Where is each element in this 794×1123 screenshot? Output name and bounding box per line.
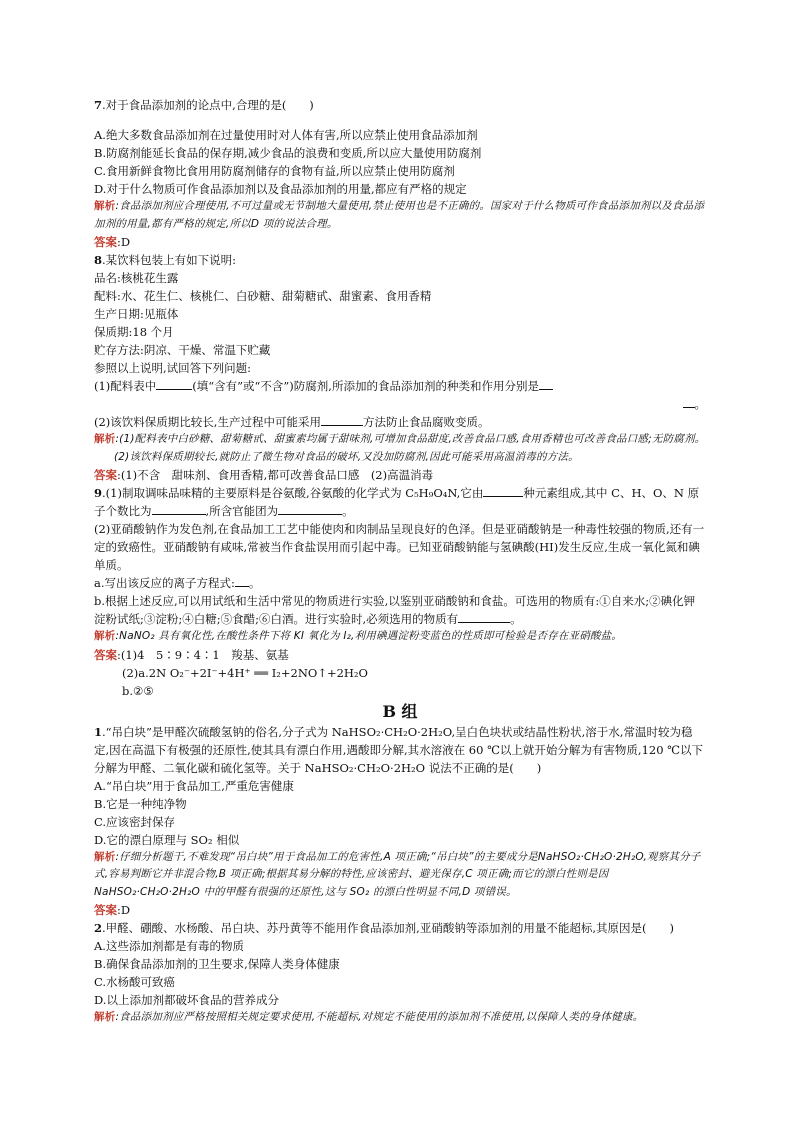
document-page [94,96,706,1027]
answer-blank [683,395,695,408]
answer-blank [156,377,192,390]
answer-blank [235,574,249,587]
q8-line: 参照以上说明,试回答下列问题: [94,361,252,375]
b1-option-d: D.它的漂白原理与 SO₂ 相似 [94,832,240,847]
b2-option-d: D.以上添加剂都破坏食品的营养成分 [94,993,279,1007]
q8-explanation: 解析:(1)配料表中白砂糖、甜菊糖甙、甜蜜素均属于甜味剂,可增加食品甜度,改善食品口感,食用香精也可改善食品口感;无防腐剂。 [94,433,706,445]
q9-part2b: b.根据上述反应,可以用试纸和生活中常见的物质进行实验,以鉴别亚硝酸钠和食盐。可选用的物质有:①自来水;②碘化钾淀粉试纸;③淀粉;④白糖;⑤食醋;⑥白酒。进行实验时,必须选用的物质有 。 [94,594,696,626]
b1-option-b: B.它是一种纯净物 [94,796,187,811]
b1-explanation: 解析:仔细分析题干,不难发现“吊白块”用于食品加工的危害性,A 项正确;“吊白块”的主要成分是NaHSO₂·CH₂O·2H₂O,观察其分子式,容易判断它并非混合物,B 项正确;根据其易分解的特性,应该密封、避光保存,C 项正确;而它的漂白性则是因 NaHSO₂·CH₂O·2H₂O 中的甲醛有很强的还原性,这与 SO₂ 的漂白性明显不同,D 项错误。 [94,850,701,898]
q8-line: 配料:水、花生仁、核桃仁、白砂糖、甜菊糖甙、甜蜜素、食用香精 [94,289,432,303]
answer-blank [483,484,523,497]
q7-option-d: D.对于什么物质可作食品添加剂以及食品添加剂的用量,都应有严格的规定 [94,182,467,196]
b2-option-a: A.这些添加剂都是有毒的物质 [94,939,244,953]
q8-line: 保质期:18 个月 [94,325,174,339]
q9-explanation: 解析:NaNO₂ 具有氧化性,在酸性条件下将 KI 氧化为 I₂,利用碘遇淀粉变蓝色的性质即可检验是否存在亚硝酸盐。 [94,630,623,642]
answer-blank [458,610,510,623]
b1-option-a: A.“吊白块”用于食品加工,严重危害健康 [94,778,294,793]
q8-sub2: (2)该饮料保质期比较长,生产过程中可能采用 方法防止食品腐败变质。 [94,415,490,429]
q9-part2: (2)亚硝酸钠作为发色剂,在食品加工工艺中能使肉和肉制品呈现良好的色泽。但是亚硝酸钠是一种毒性较强的物质,还有一定的致癌性。亚硝酸钠有咸味,常被当作食盐误用而引起中毒。已知亚硝酸钠能与氢碘酸(HI)发生反应,生成一氧化氮和碘单质。 [94,522,705,572]
q8-explanation-2: (2)该饮料保质期较长,就防止了微生物对食品的破坏,又没加防腐剂,因此可能采用高温消毒的方法。 [114,450,579,463]
q8-answer: 答案:(1)不含 甜味剂、食用香精,都可改善食品口感 (2)高温消毒 [94,468,434,482]
b1-option-c: C.应该密封保存 [94,814,176,829]
q7-answer: 答案:D [94,235,131,249]
answer-blank [278,502,342,515]
q7-option-a: A.绝大多数食品添加剂在过量使用时对人体有害,所以应禁止使用食品添加剂 [94,128,478,142]
q8-line: 生产日期:见瓶体 [94,307,179,321]
b1-answer: 答案:D [94,903,131,917]
q7-option-b: B.防腐剂能延长食品的保存期,减少食品的浪费和变质,所以应大量使用防腐剂 [94,146,482,160]
b2-option-c: C.水杨酸可致癌 [94,975,176,989]
q9-answer-2a: (2)a.2N O₂⁻+2I⁻+4H⁺ ══ I₂+2NO↑+2H₂O [122,665,368,680]
answer-blank [539,377,553,390]
q7-stem: 7.对于食品添加剂的论点中,合理的是( ) [94,98,314,112]
b1-stem: 1.“吊白块”是甲醛次硫酸氢钠的俗名,分子式为 NaHSO₂·CH₂O·2H₂O,呈白色块状或结晶性粉状,溶于水,常温时较为稳定,因在高温下有极强的还原性,使其具有漂白作用,遇酸即分解,其水溶液在 60 ℃以上就开始分解为有害物质,120 ℃以下分解为甲醛、二氧化碳和硫化氢等。关于 NaHSO₂·CH₂O·2H₂O 说法不正确的是( ) [94,724,704,775]
b2-option-b: B.确保食品添加剂的卫生要求,保障人类身体健康 [94,957,340,971]
answer-blank [321,413,363,426]
b2-stem: 2.甲醛、硼酸、水杨酸、吊白块、苏丹黄等不能用作食品添加剂,亚硝酸钠等添加剂的用量不能超标,其原因是( ) [94,921,674,935]
answer-blank [152,502,206,515]
q9-part2a: a.写出该反应的离子方程式: 。 [94,576,261,590]
section-b-heading: B 组 [382,701,418,721]
q7-option-c: C.食用新鲜食物比食用用防腐剂储存的食物有益,所以应禁止使用防腐剂 [94,164,455,178]
q8-stem: 8.某饮料包装上有如下说明: [94,253,237,267]
q9-part1: 9.(1)制取调味品味精的主要原料是谷氨酸,谷氨酸的化学式为 C₅H₉O₄N,它由 种元素组成,其中 C、H、O、N 原子个数比为 ,所含官能团为 。 [94,486,700,518]
q7-explanation: 解析:食品添加剂应合理使用,不可过量或无节制地大量使用,禁止使用也是不正确的。国家对于什么物质可作食品添加剂以及食品添加剂的用量,都有严格的规定,所以D 项的说法合理。 [94,200,705,230]
q8-sub1-end: 。 [94,395,706,413]
q8-line: 品名:核桃花生露 [94,271,179,285]
q8-line: 贮存方法:阴凉、干燥、常温下贮藏 [94,343,271,357]
b2-explanation: 解析:食品添加剂应严格按照相关规定要求使用,不能超标,对规定不能使用的添加剂不准使用,以保障人类的身体健康。 [94,1011,644,1023]
q8-sub1: (1)配料表中 (填“含有”或“不含”)防腐剂,所添加的食品添加剂的种类和作用分别是 [94,377,706,395]
q9-answer: 答案:(1)4 5∶9∶4∶1 羧基、氨基 [94,647,289,662]
q9-answer-2b: b.②⑤ [122,683,154,698]
